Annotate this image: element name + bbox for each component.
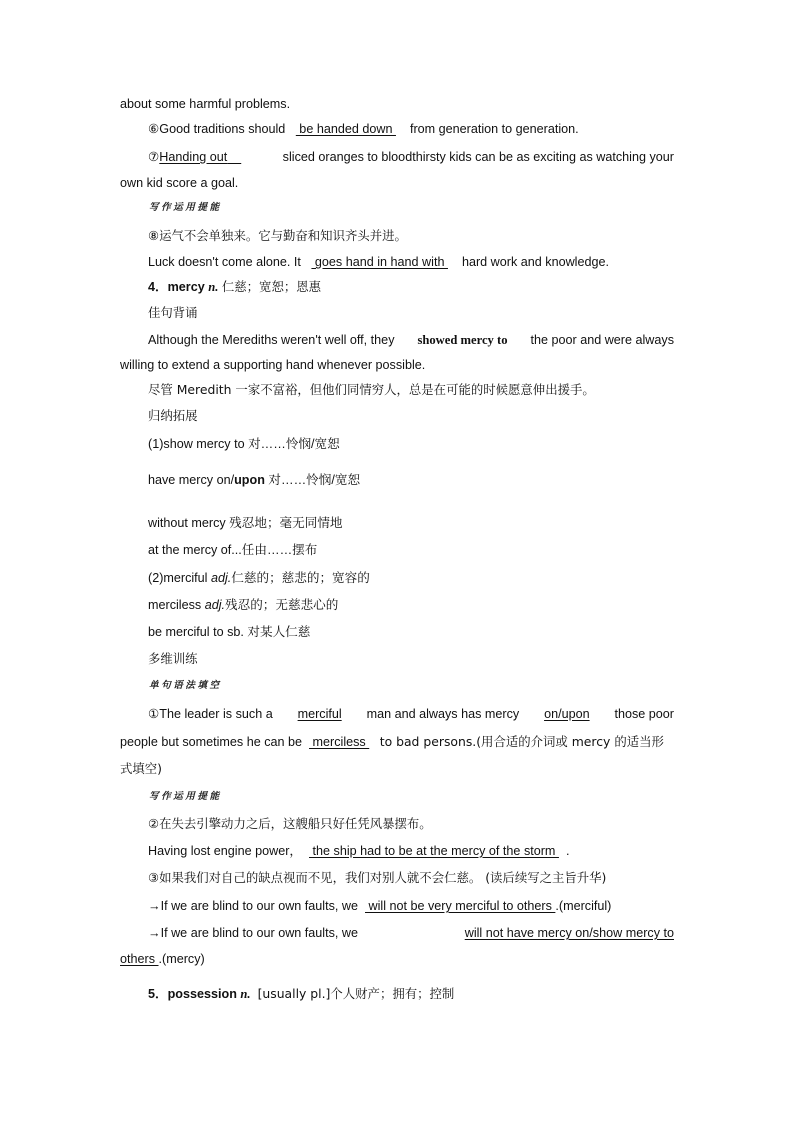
exercise-3-a: →If we are blind to our own faults, we will not be very merciful to others .(merciful) (148, 899, 612, 913)
phrase-item: (2)merciful adj.仁慈的；慈悲的；宽容的 (148, 571, 370, 585)
subheading-sentence: 佳句背诵 (148, 305, 198, 320)
exercise-8: Luck doesn't come alone. It goes hand in hand with hard work and knowledge. (148, 255, 609, 269)
exercise-3-chinese: ③如果我们对自己的缺点视而不见，我们对别人就不会仁慈。 (读后续写之主旨升华) (148, 870, 607, 885)
exercise-7: ⑦Handing out sliced oranges to bloodthirsty kids can be as exciting as watching your (148, 150, 674, 164)
answer-blank: goes hand in hand with (311, 255, 448, 269)
section-tag-writing: 写作运用提能 (149, 791, 222, 802)
answer-blank: merciless (309, 735, 370, 749)
phrase-item: without mercy 残忍地；毫无同情地 (148, 516, 343, 530)
phrase-item: merciless adj.残忍的；无慈悲心的 (148, 598, 339, 612)
phrase-item: be merciful to sb. 对某人仁慈 (148, 625, 311, 639)
phrase-item: have mercy on/upon 对……怜悯/宽恕 (148, 473, 361, 487)
example-sentence: Although the Merediths weren't well off, they showed mercy to the poor and were always (148, 333, 674, 347)
phrase-item: at the mercy of...任由……摆布 (148, 543, 318, 557)
vocab-entry-mercy: 4．mercy n. 仁慈；宽恕；恩惠 (148, 279, 322, 294)
vocab-entry-possession: 5．possession n. [usually pl.]个人财产；拥有；控制 (148, 986, 455, 1001)
exercise-2: Having lost engine power， the ship had to be at the mercy of the storm . (148, 844, 570, 858)
exercise-6: ⑥Good traditions should be handed down from generation to generation. (148, 122, 579, 136)
answer-blank: on/upon (544, 707, 590, 721)
section-tag-writing: 写作运用提能 (149, 202, 222, 213)
exercise-1-line3: 式填空) (120, 761, 163, 776)
subheading-practice: 多维训练 (148, 651, 198, 666)
exercise-3-b-continued: others .(mercy) (120, 952, 205, 966)
answer-blank: be handed down (295, 122, 396, 136)
subheading-summary: 归纳拓展 (148, 408, 198, 423)
section-tag-grammar: 单句语法填空 (149, 680, 222, 691)
exercise-1-line2: people but sometimes he can be merciless to bad persons.(用合适的介词或 mercy 的适当形 (120, 734, 664, 749)
answer-blank: Handing out (159, 150, 228, 164)
answer-blank: will not have mercy on/show mercy to (464, 926, 674, 940)
answer-blank: others (120, 952, 159, 966)
exercise-3-b: →If we are blind to our own faults, we will not have mercy on/show mercy to (148, 926, 674, 940)
answer-blank: merciful (297, 707, 342, 721)
exercise-1: ①The leader is such a merciful man and always has mercy on/upon those poor (148, 707, 674, 721)
example-sentence-continued: willing to extend a supporting hand whenever possible. (120, 358, 426, 372)
exercise-8-chinese: ⑧运气不会单独来。它与勤奋和知识齐头并进。 (148, 228, 407, 243)
answer-blank: the ship had to be at the mercy of the storm (309, 844, 559, 858)
example-translation: 尽管 Meredith 一家不富裕，但他们同情穷人，总是在可能的时候愿意伸出援手。 (148, 382, 595, 397)
phrase-item: (1)show mercy to 对……怜悯/宽恕 (148, 437, 340, 451)
exercise-2-chinese: ②在失去引擎动力之后，这艘船只好任凭风暴摆布。 (148, 816, 432, 831)
text-line: about some harmful problems. (120, 97, 291, 111)
exercise-7-continued: own kid score a goal. (120, 176, 239, 190)
answer-blank: will not be very merciful to others (365, 899, 556, 913)
